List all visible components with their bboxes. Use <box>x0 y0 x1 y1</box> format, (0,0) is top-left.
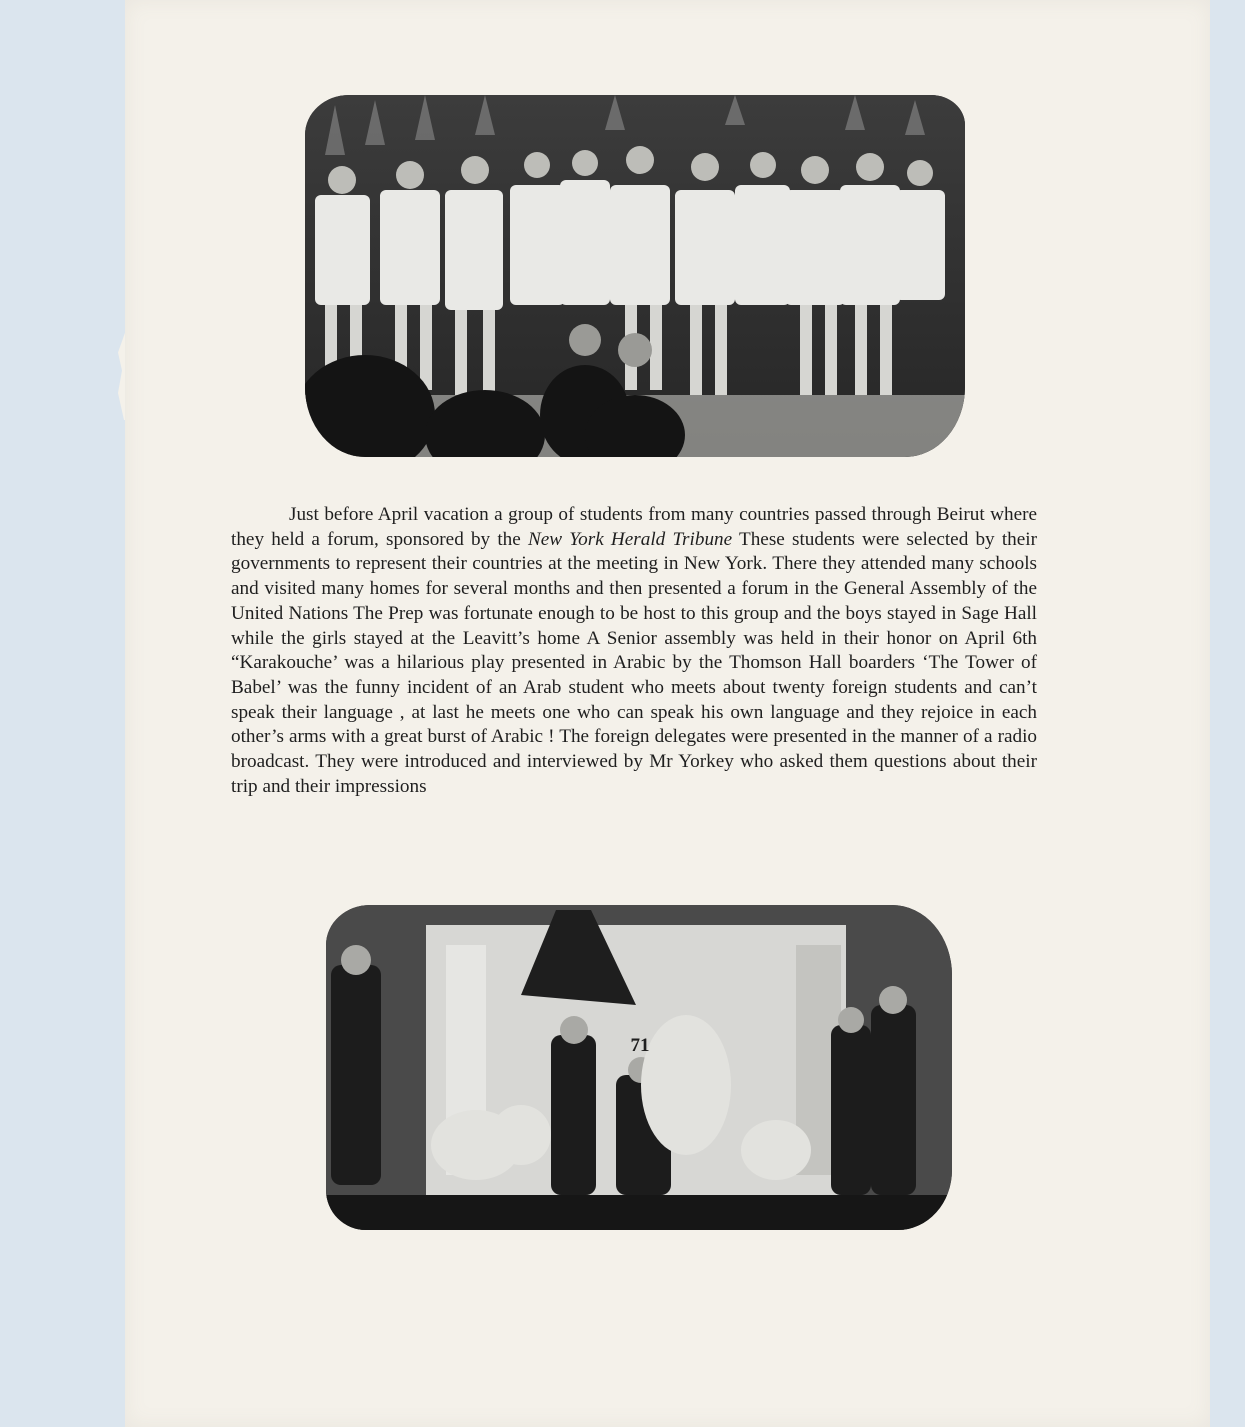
page-number: 71 <box>630 1035 650 1056</box>
paragraph-text-part-2: These students were selected by their governments to represent their countries at the meeting in New York. There they attended many schools and visited many homes for several months and then presented a forum in the General Assembly of the United Nations The Prep was fortunate enough to be host to this group and the boys stayed in Sage Hall while the girls stayed at the Leavitt’s home A Senior assembly was held in their honor on April 6th “Karakouche’ was a hilarious play presented in Arabic by the Thomson Hall boarders ‘The Tower of Babel’ was the funny incident of an Arab student who meets about twenty foreign students and can’t speak their language , at last he meets one who can speak his own language and they rejoice in each other’s arms with a great burst of Arabic ! The foreign delegates were presented in the manner of a radio broadcast. They were introduced and interviewed by Mr Yorkey who asked them questions about their trip and their impressions <box>231 528 1037 797</box>
article-paragraph <box>231 503 1037 799</box>
stage-play-photo <box>326 905 952 1230</box>
paragraph-text-part-1: Just before April vacation a group of students from many countries passed through Beirut where they held a forum, sponsored by the <box>231 504 1037 550</box>
student-chorus-photo <box>305 95 965 457</box>
newspaper-name: New York Herald Tribune <box>527 528 733 550</box>
